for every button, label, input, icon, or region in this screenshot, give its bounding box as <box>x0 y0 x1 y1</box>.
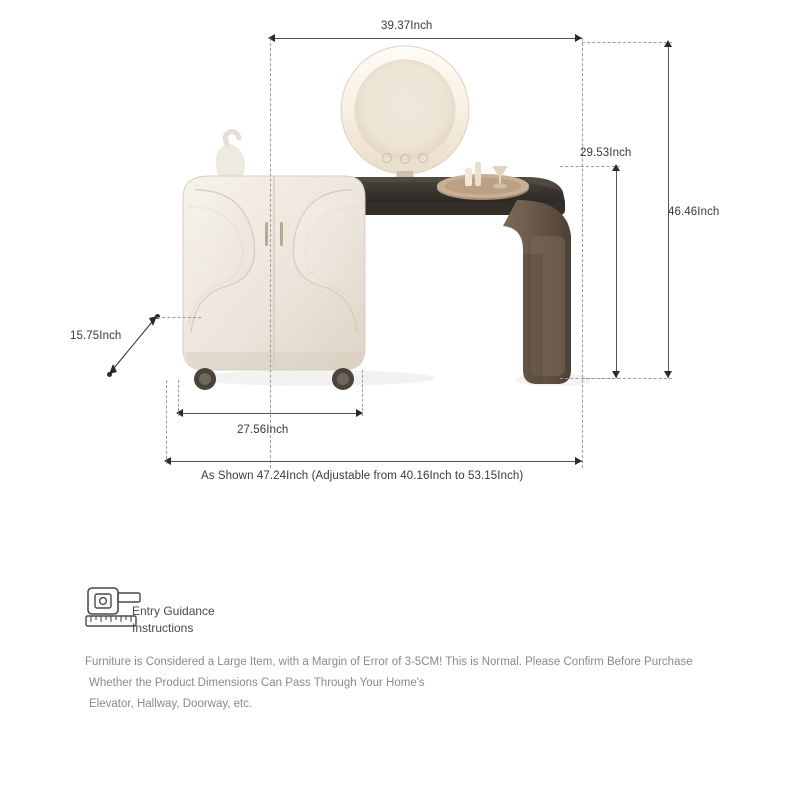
dimline-overall-width-arrow-right <box>575 457 582 465</box>
dimpoint-depth-bottom <box>107 372 112 377</box>
right-leg-panel <box>503 200 571 384</box>
dimline-top-width <box>270 38 582 39</box>
rolling-cabinet <box>183 176 365 390</box>
label-mirror-height: 29.53Inch <box>580 147 632 159</box>
round-led-mirror <box>341 46 469 186</box>
note-line-3: Elevator, Hallway, Doorway, etc. <box>89 698 253 710</box>
dimline-mirror-height <box>616 166 617 378</box>
purchase-notes <box>85 652 745 715</box>
label-overall-width: As Shown 47.24Inch (Adjustable from 40.16Inch to 53.15Inch) <box>201 470 524 482</box>
ext-mirrorheight-bottom <box>560 378 620 379</box>
dimline-cabinet-width <box>178 413 362 414</box>
ext-cabwidth-right <box>362 370 363 416</box>
entry-guidance-line1: Entry Guidance <box>132 604 215 618</box>
dimline-mirror-height-arrow-down <box>612 371 620 378</box>
ext-topwidth-left <box>270 38 271 468</box>
product-illustration <box>165 40 590 390</box>
note-line-1: Furniture is Considered a Large Item, with a Margin of Error of 3-5CM! This is Normal. Please Confirm Before Purchase <box>85 656 693 668</box>
dimline-depth <box>95 300 185 395</box>
ext-totalheight-top <box>582 42 672 43</box>
ext-mirrorheight-top <box>560 166 620 167</box>
dimline-overall-width <box>166 461 582 462</box>
ext-cabwidth-left <box>178 380 179 416</box>
ext-overallwidth-left <box>166 380 167 464</box>
label-total-height: 46.46Inch <box>668 206 720 218</box>
label-depth: 15.75Inch <box>70 330 122 342</box>
entry-guidance-line2: Instructions <box>132 621 194 635</box>
entry-guidance-block <box>132 603 215 637</box>
label-cabinet-width: 27.56Inch <box>237 424 289 436</box>
ext-depth-guide <box>157 317 201 318</box>
label-top-width: 39.37Inch <box>381 20 433 32</box>
note-line-2: Whether the Product Dimensions Can Pass Through Your Home's <box>89 677 425 689</box>
ext-topwidth-right <box>582 38 583 468</box>
dimline-top-width-arrow-right <box>575 34 582 42</box>
dimline-total-height-arrow-down <box>664 371 672 378</box>
